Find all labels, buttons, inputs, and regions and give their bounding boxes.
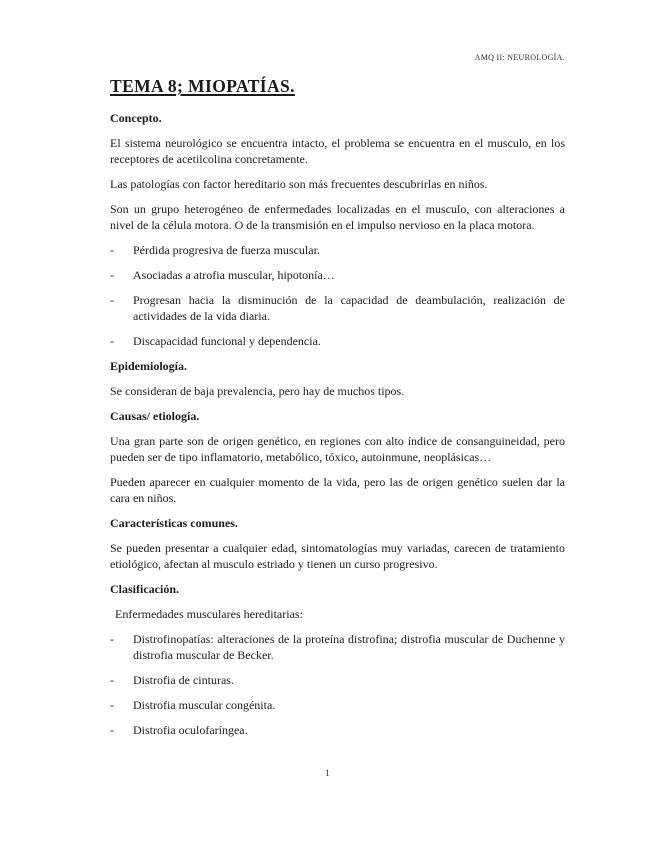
list-item (110, 672, 565, 688)
dash-marker: - (110, 673, 114, 687)
clasificacion-list (110, 631, 565, 738)
dash-marker: - (110, 293, 114, 307)
heading-causas-etiologia: Causas/ etiología. (110, 409, 200, 423)
dash-marker: - (110, 632, 114, 646)
paragraph-caracteristicas-1: Se pueden presentar a cualquier edad, sintomatologías muy variadas, carecen de tratamiento etiológico, afectan al musculo estriado y tienen un curso progresivo. (110, 541, 565, 571)
list-item-text: Distrofia muscular congénita. (133, 698, 276, 712)
list-item-text: Distrofia oculofaríngea. (133, 723, 248, 737)
list-item-text: Distrofinopatías: alteraciones de la proteína distrofina; distrofia muscular de Duchenne y distrofia muscular de Becker. (133, 632, 565, 662)
heading-clasificacion: Clasificación. (110, 582, 179, 596)
document-content (110, 76, 565, 747)
list-item (110, 722, 565, 738)
list-item (110, 631, 565, 663)
concepto-list (110, 242, 565, 349)
paragraph-concepto-3: Son un grupo heterogéneo de enfermedades localizadas en el musculo, con alteraciones a nivel de la célula motora. O de la transmisión en el impulso nervioso en la placa motora. (110, 202, 565, 232)
running-header-text: AMQ II: NEUROLOGÍA. (474, 53, 565, 62)
dash-marker: - (110, 723, 114, 737)
list-item (110, 267, 565, 283)
dash-marker: - (110, 268, 114, 282)
list-item (110, 242, 565, 258)
document-title: TEMA 8; MIOPATÍAS. (110, 76, 295, 96)
paragraph-clasificacion-1: Enfermedades musculares hereditarias: (115, 607, 303, 621)
running-header (110, 53, 565, 62)
dash-marker: - (110, 243, 114, 257)
page-number: 1 (325, 768, 330, 778)
paragraph-epidemiologia-1: Se consideran de baja prevalencia, pero hay de muchos tipos. (110, 384, 405, 398)
list-item-text: Pérdida progresiva de fuerza muscular. (133, 243, 320, 257)
paragraph-concepto-2: Las patologías con factor hereditario son más frecuentes descubrirlas en niños. (110, 177, 488, 191)
list-item-text: Asociadas a atrofia muscular, hipotonía… (133, 268, 335, 282)
list-item (110, 333, 565, 349)
list-item-text: Discapacidad funcional y dependencia. (133, 334, 321, 348)
list-item (110, 292, 565, 324)
paragraph-concepto-1: El sistema neurológico se encuentra intacto, el problema se encuentra en el musculo, en los receptores de acetilcolina concretamente. (110, 136, 565, 166)
dash-marker: - (110, 698, 114, 712)
heading-epidemiologia: Epidemiología. (110, 359, 188, 373)
page-footer (0, 768, 655, 778)
paragraph-causas-1: Una gran parte son de origen genético, en regiones con alto índice de consanguineidad, pero pueden ser de tipo inflamatorio, metabólico, tóxico, autoinmune, neoplásicas… (110, 434, 565, 464)
list-item-text: Progresan hacia la disminución de la capacidad de deambulación, realización de actividades de la vida diaria. (133, 293, 565, 323)
heading-concepto: Concepto. (110, 111, 162, 125)
list-item (110, 697, 565, 713)
paragraph-causas-2: Pueden aparecer en cualquier momento de la vida, pero las de origen genético suelen dar la cara en niños. (110, 475, 565, 505)
heading-caracteristicas-comunes: Características comunes. (110, 516, 238, 530)
dash-marker: - (110, 334, 114, 348)
list-item-text: Distrofia de cinturas. (133, 673, 234, 687)
